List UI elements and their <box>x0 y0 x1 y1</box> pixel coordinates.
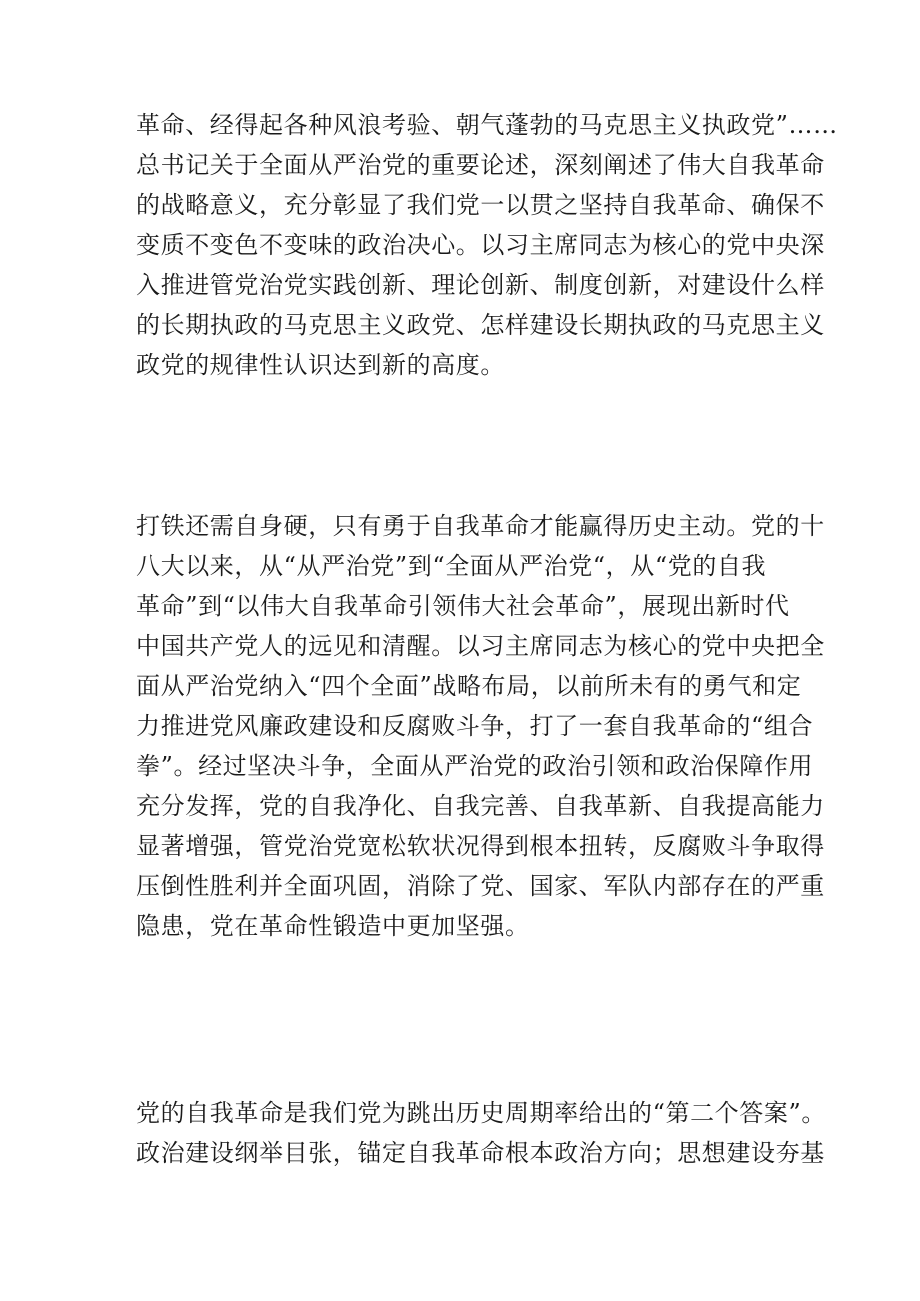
text-line: 变质不变色不变味的政治决心。以习主席同志为核心的党中央深 <box>136 231 825 259</box>
text-line: 八大以来，从“从严治党”到“全面从严治党“，从“党的自我 <box>136 552 767 580</box>
paragraph-1 <box>136 105 836 385</box>
text-line: 隐患，党在革命性锻造中更加坚强。 <box>136 912 530 940</box>
text-line: 革命、经得起各种风浪考验、朝气蓬勃的马克思主义执政党”…… <box>136 111 838 139</box>
text-line: 的战略意义，充分彰显了我们党一以贯之坚持自我革命、确保不 <box>136 191 825 219</box>
text-line: 的长期执政的马克思主义政党、怎样建设长期执政的马克思主义 <box>136 311 825 339</box>
text-line: 显著增强，管党治党宽松软状况得到根本扭转，反腐败斗争取得 <box>136 832 825 860</box>
text-line: 打铁还需自身硬，只有勇于自我革命才能赢得历史主动。党的十 <box>136 512 825 540</box>
text-line: 面从严治党纳入“四个全面”战略布局，以前所未有的勇气和定 <box>136 672 802 700</box>
text-line: 中国共产党人的远见和清醒。以习主席同志为核心的党中央把全 <box>136 632 825 660</box>
paragraph-3 <box>136 1093 836 1173</box>
paragraph-2 <box>136 506 836 946</box>
text-line: 力推进党风廉政建设和反腐败斗争，打了一套自我革命的“组合 <box>136 712 814 740</box>
text-line: 党的自我革命是我们党为跳出历史周期率给出的“第二个答案”。 <box>136 1099 826 1127</box>
text-line: 政党的规律性认识达到新的高度。 <box>136 351 505 379</box>
text-line: 拳”。经过坚决斗争，全面从严治党的政治引领和政治保障作用 <box>136 752 814 780</box>
text-line: 总书记关于全面从严治党的重要论述，深刻阐述了伟大自我革命 <box>136 151 825 179</box>
text-line: 革命”到“以伟大自我革命引领伟大社会革命”，展现出新时代 <box>136 592 790 620</box>
text-line: 入推进管党治党实践创新、理论创新、制度创新，对建设什么样 <box>136 271 825 299</box>
text-line: 政治建设纲举目张，锚定自我革命根本政治方向；思想建设夯基 <box>136 1139 825 1167</box>
text-line: 压倒性胜利并全面巩固，消除了党、国家、军队内部存在的严重 <box>136 872 825 900</box>
text-line: 充分发挥，党的自我净化、自我完善、自我革新、自我提高能力 <box>136 792 825 820</box>
